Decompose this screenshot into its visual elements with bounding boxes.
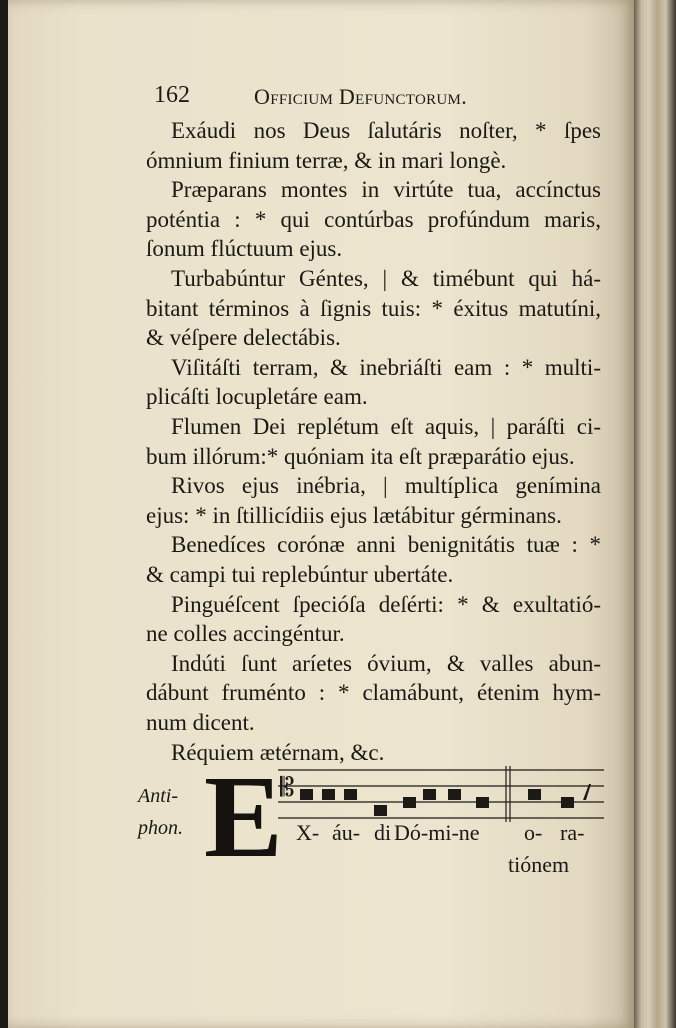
verse-line: ómnium finium terræ, & in mari longè. [146,147,507,173]
verse-line: & véſpere delectábis. [146,325,341,351]
lyric-syllable: di [374,820,392,845]
initial-letter: E [204,751,283,882]
verse-line: Pinguéſcent ſpecióſa deſérti: * & exultatió- [171,591,601,617]
verse-line: Præparans montes in virtúte tua, accínctus [171,177,601,203]
verse-line: Flumen Dei replétum eſt aquis, | paráſti ci- [171,414,601,439]
facing-page-edge [634,0,676,1028]
chant-note [561,797,574,808]
verse-line: ejus: * in ſtillicídiis ejus lætábitur gérminans. [146,502,562,528]
chant-note [300,789,313,800]
verse-line: Exáudi nos Deus ſalutáris noſter, * ſpes [171,118,601,143]
page-number: 162 [154,82,190,108]
antiphon-label-line2: phon. [138,817,183,839]
verse-line: dábunt fruménto : * clamábunt, étenim hym- [146,680,601,706]
lyric-syllable: áu- [332,820,361,845]
verse-line: poténtia : * qui contúrbas profúndum maris, [146,206,601,232]
lyric-syllable: Dó-mi-ne [394,820,480,845]
chant-note [528,789,541,800]
chant-note [322,789,335,800]
antiphon-label-line1: Anti- [138,785,178,807]
lyric-syllable: tiónem [508,852,570,877]
verse-line: bum illórum:* quóniam ita eſt præparátio ejus. [146,443,575,469]
verse-line: plicáſti locupletáre eam. [146,384,368,410]
verse-line: Benedíces corónæ anni benignitátis tuæ : * [171,532,601,558]
verse-line: bitant términos à ſignis tuis: * éxitus matutíni, [146,295,601,321]
c-clef-icon: 𝄡 [280,773,295,803]
verse-line: Turbabúntur Géntes, | & timébunt qui há- [171,266,601,291]
antiphon-label [138,780,183,844]
verse-line: Viſitáſti terram, & inebriáſti eam : * multi- [171,354,601,380]
verse-line: Réquiem ætérnam, &c. [171,739,385,765]
book-page [8,0,634,1028]
verse-line: ſonum flúctuum ejus. [146,236,343,262]
chant-note [476,797,489,808]
chant-note [448,789,461,800]
chant-note [423,789,436,800]
chant-note [403,797,416,808]
verse-line: Rivos ejus inébria, | multíplica genímina [171,473,601,499]
lyric-syllable: o- [524,820,543,845]
running-header [8,82,628,112]
verse-line: & campi tui replebúntur ubertáte. [146,562,454,587]
chant-note [374,805,387,816]
lyric-syllable: X- [296,820,320,845]
verse-line: Indúti ſunt aríetes óvium, & valles abun- [171,650,601,676]
chant-note [344,789,357,800]
verse-line: ne colles accingéntur. [146,621,345,647]
running-title: Officium Defunctorum. [254,84,467,109]
lyric-syllable: ra- [560,820,585,845]
verse-line: num dicent. [146,710,255,735]
